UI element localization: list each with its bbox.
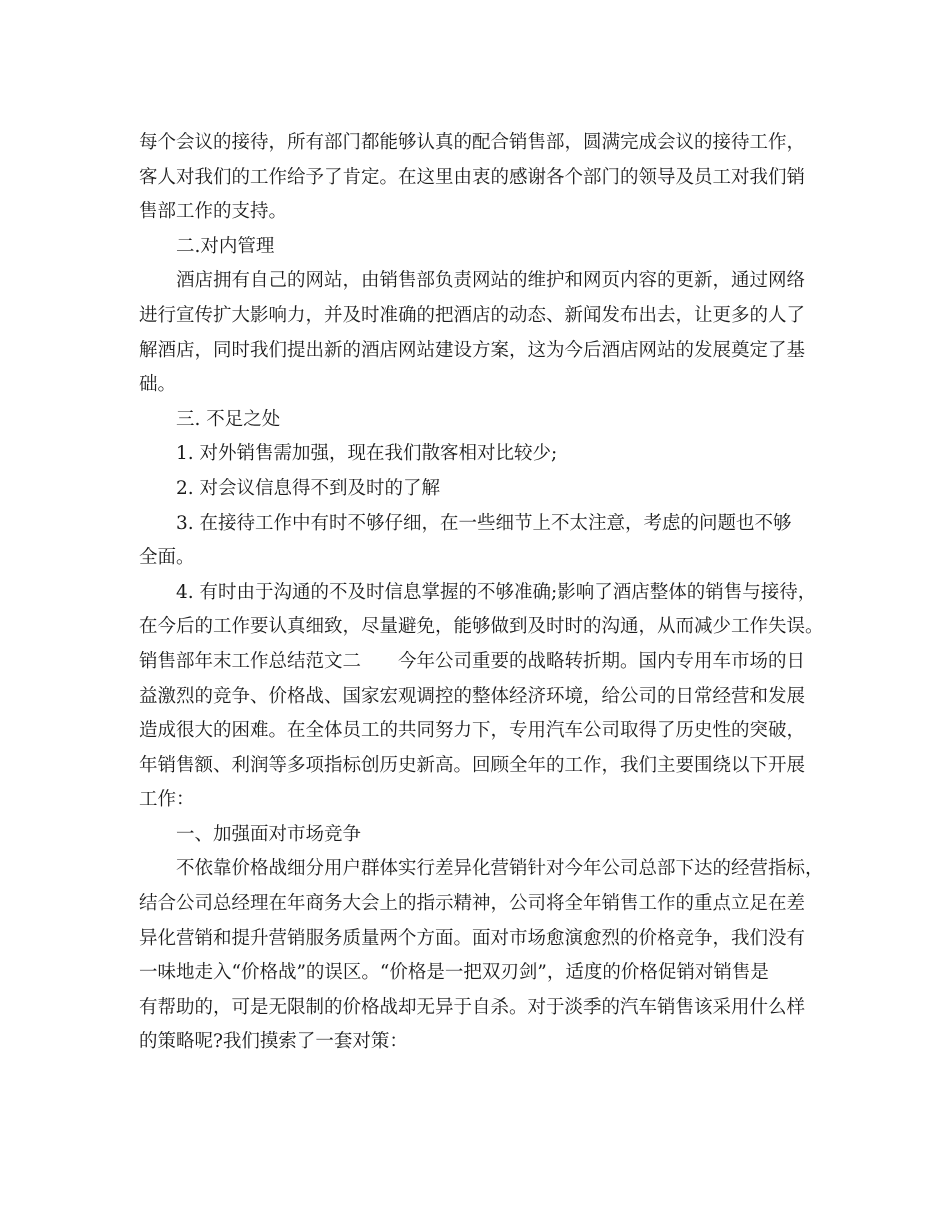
text-line: 4. 有时由于沟通的不及时信息掌握的不够准确;影响了酒店整体的销售与接待， [176, 581, 817, 603]
text-line: 1. 对外销售需加强，现在我们散客相对比较少; [176, 443, 558, 465]
text-line: 造成很大的困难。在全体员工的共同努力下，专用汽车公司取得了历史性的突破， [139, 720, 806, 742]
text-line: 酒店拥有自己的网站，由销售部负责网站的维护和网页内容的更新，通过网络 [176, 270, 806, 292]
text-line: 进行宣传扩大影响力，并及时准确的把酒店的动态、新闻发布出去，让更多的人了 [139, 304, 806, 326]
text-line: 3. 在接待工作中有时不够仔细，在一些细节上不太注意，考虑的问题也不够 [176, 512, 792, 534]
text-line: 异化营销和提升营销服务质量两个方面。面对市场愈演愈烈的价格竞争，我们没有 [139, 927, 806, 949]
text-line: 础。 [139, 374, 177, 396]
text-line: 一味地走入“价格战”的误区。“价格是一把双刃剑”，适度的价格促销对销售是 [139, 962, 769, 984]
text-line: 益激烈的竞争、价格战、国家宏观调控的整体经济环境，给公司的日常经营和发展 [139, 685, 806, 707]
text-line: 二.对内管理 [176, 235, 275, 257]
text-line: 工作： [139, 789, 195, 811]
text-line: 的策略呢?我们摸索了一套对策： [139, 1031, 408, 1053]
text-line: 年销售额、利润等多项指标创历史新高。回顾全年的工作，我们主要围绕以下开展 [139, 754, 806, 776]
text-line: 每个会议的接待，所有部门都能够认真的配合销售部，圆满完成会议的接待工作， [139, 132, 806, 153]
text-line: 销售部年末工作总结范文二 今年公司重要的战略转折期。国内专用车市场的日 [139, 650, 806, 672]
document-body [139, 126, 829, 1060]
text-line: 全面。 [139, 547, 195, 569]
text-line: 在今后的工作要认真细致，尽量避免，能够做到及时时的沟通，从而减少工作失误。 [139, 616, 824, 638]
text-line: 不依靠价格战细分用户群体实行差异化营销针对今年公司总部下达的经营指标， [176, 858, 824, 880]
text-line: 一、加强面对市场竞争 [176, 823, 362, 845]
text-line: 有帮助的，可是无限制的价格战却无异于自杀。对于淡季的汽车销售该采用什么样 [139, 996, 806, 1018]
text-line: 客人对我们的工作给予了肯定。在这里由衷的感谢各个部门的领导及员工对我们销 [139, 166, 806, 188]
text-line: 结合公司总经理在年商务大会上的指示精神，公司将全年销售工作的重点立足在差 [139, 893, 806, 915]
text-line: 三. 不足之处 [176, 408, 281, 430]
text-line: 解酒店，同时我们提出新的酒店网站建设方案，这为今后酒店网站的发展奠定了基 [139, 339, 806, 361]
text-line: 售部工作的支持。 [139, 201, 288, 223]
text-line: 2. 对会议信息得不到及时的了解 [176, 477, 441, 499]
